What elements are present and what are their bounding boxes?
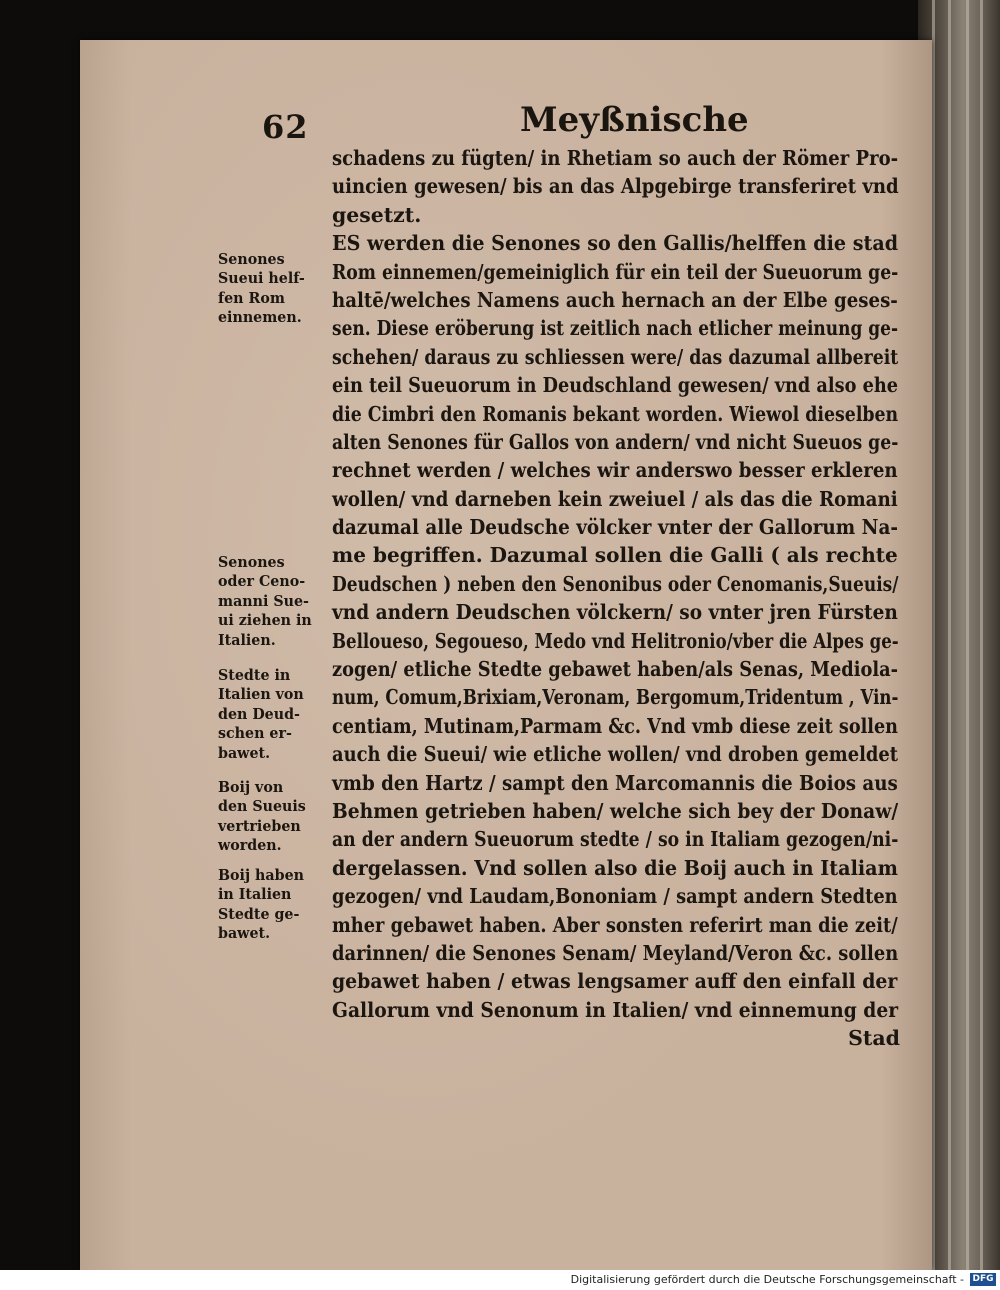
text-line: gebawet haben / etwas lengsamer auff den einfall der <box>332 969 898 994</box>
margin-note-line: den Sueuis <box>218 798 306 816</box>
margin-note-line: Italien von <box>218 686 304 704</box>
margin-note-line: Sueui helf- <box>218 270 305 288</box>
margin-note-line: bawet. <box>218 744 271 762</box>
funding-credit: Digitalisierung gefördert durch die Deutsche Forschungsgemeinschaft - <box>570 1273 964 1286</box>
text-line: centiam, Mutinam,Parmam &c. Vnd vmb diese zeit sollen <box>332 713 898 738</box>
margin-note-line: bawet. <box>218 925 271 943</box>
text-line: dazumal alle Deudsche völcker vnter der Gallorum Na- <box>332 515 899 540</box>
text-line: schehen/ daraus zu schliessen were/ das dazumal allbereit <box>332 344 899 369</box>
page-stack-line <box>980 0 983 1270</box>
page-stack-line <box>948 0 951 1270</box>
margin-note-line: Italien. <box>218 631 276 649</box>
text-line: Deudschen ) neben den Senonibus oder Cenomanis,Sueuis/ <box>332 571 899 596</box>
text-line: schadens zu fügten/ in Rhetiam so auch der Römer Pro- <box>332 146 899 170</box>
text-line: Rom einnemen/gemeiniglich für ein teil der Sueuorum ge- <box>332 259 899 284</box>
text-line: die Cimbri den Romanis bekant worden. Wiewol dieselben <box>332 401 899 426</box>
text-line: an der andern Sueuorum stedte / so in Italiam gezogen/ni- <box>332 827 899 852</box>
margin-note <box>218 666 330 763</box>
margin-note <box>218 250 330 328</box>
margin-note-line: manni Sue- <box>218 592 309 610</box>
running-head: Meyßnische <box>520 100 749 140</box>
margin-note-line: Boij von <box>218 779 284 796</box>
margin-note-line: Senones <box>218 251 285 268</box>
text-line: dergelassen. Vnd sollen also die Boij auch in Italiam <box>332 855 898 880</box>
margin-note-line: worden. <box>218 837 282 855</box>
page-stack-line <box>966 0 969 1270</box>
text-line: gesetzt. <box>332 202 422 227</box>
text-line: rechnet werden / welches wir anderswo besser erkleren <box>332 458 898 483</box>
text-line: zogen/ etliche Stedte gebawet haben/als Senas, Mediola- <box>332 657 899 682</box>
catchword: Stad <box>848 1026 900 1051</box>
text-line: ES werden die Senones so den Gallis/helffen die stad <box>332 231 899 256</box>
page-stack-line <box>932 0 935 1270</box>
text-line: Behmen getrieben haben/ welche sich bey der Donaw/ <box>332 798 899 823</box>
text-line: wollen/ vnd darneben kein zweiuel / als das die Romani <box>332 486 898 511</box>
text-line: uincien gewesen/ bis an das Alpgebirge transferiret vnd <box>332 174 899 199</box>
text-line: auch die Sueui/ wie etliche wollen/ vnd droben gemeldet <box>332 742 898 767</box>
footer-bar <box>0 1270 1000 1290</box>
page-number: 62 <box>262 108 309 146</box>
dfg-logo-icon: DFG <box>970 1273 996 1286</box>
text-line: darinnen/ die Senones Senam/ Meyland/Veron &c. sollen <box>332 940 899 965</box>
text-line: ein teil Sueuorum in Deudschland gewesen/ vnd also ehe <box>332 373 899 398</box>
text-line: alten Senones für Gallos von andern/ vnd nicht Sueuos ge- <box>332 429 899 454</box>
margin-note-line: in Italien <box>218 886 292 904</box>
margin-note-line: oder Ceno- <box>218 573 306 591</box>
text-line: gezogen/ vnd Laudam,Bononiam / sampt andern Stedten <box>332 884 898 909</box>
margin-note <box>218 778 330 856</box>
margin-note-line: Boij haben <box>218 867 305 884</box>
margin-note-line: einnemen. <box>218 309 302 327</box>
margin-note-line: Stedte in <box>218 667 291 684</box>
text-line: Bellouesо, Segoueso, Medo vnd Helitronio/vber die Alpes ge- <box>332 628 899 653</box>
text-line: haltē/welches Namens auch hernach an der Elbe geses- <box>332 287 898 312</box>
main-text-block <box>332 144 900 1053</box>
text-line: Gallorum vnd Senonum in Italien/ vnd einnemung der <box>332 997 899 1022</box>
margin-note <box>218 553 330 650</box>
margin-note-line: fen Rom <box>218 289 285 307</box>
margin-note-line: den Deud- <box>218 705 300 723</box>
margin-note-line: Senones <box>218 554 285 571</box>
margin-note <box>218 866 330 944</box>
margin-note-line: ui ziehen in <box>218 612 312 630</box>
margin-note-line: schen er- <box>218 725 292 743</box>
text-line: sen. Diese eröberung ist zeitlich nach etlicher meinung ge- <box>332 316 899 341</box>
margin-note-line: vertrieben <box>218 817 301 835</box>
text-line: num, Comum,Brixiam,Veronam, Bergomum,Tridentum , Vin- <box>332 685 899 710</box>
text-line: vnd andern Deudschen völckern/ so vnter jren Fürsten <box>332 600 898 625</box>
text-line: vmb den Hartz / sampt den Marcomannis die Boios aus <box>332 770 898 795</box>
text-line: mher gebawet haben. Aber sonsten referirt man die zeit/ <box>332 912 898 937</box>
margin-note-line: Stedte ge- <box>218 905 300 923</box>
text-line: me begriffen. Dazumal sollen die Galli ( als rechte <box>332 543 898 568</box>
